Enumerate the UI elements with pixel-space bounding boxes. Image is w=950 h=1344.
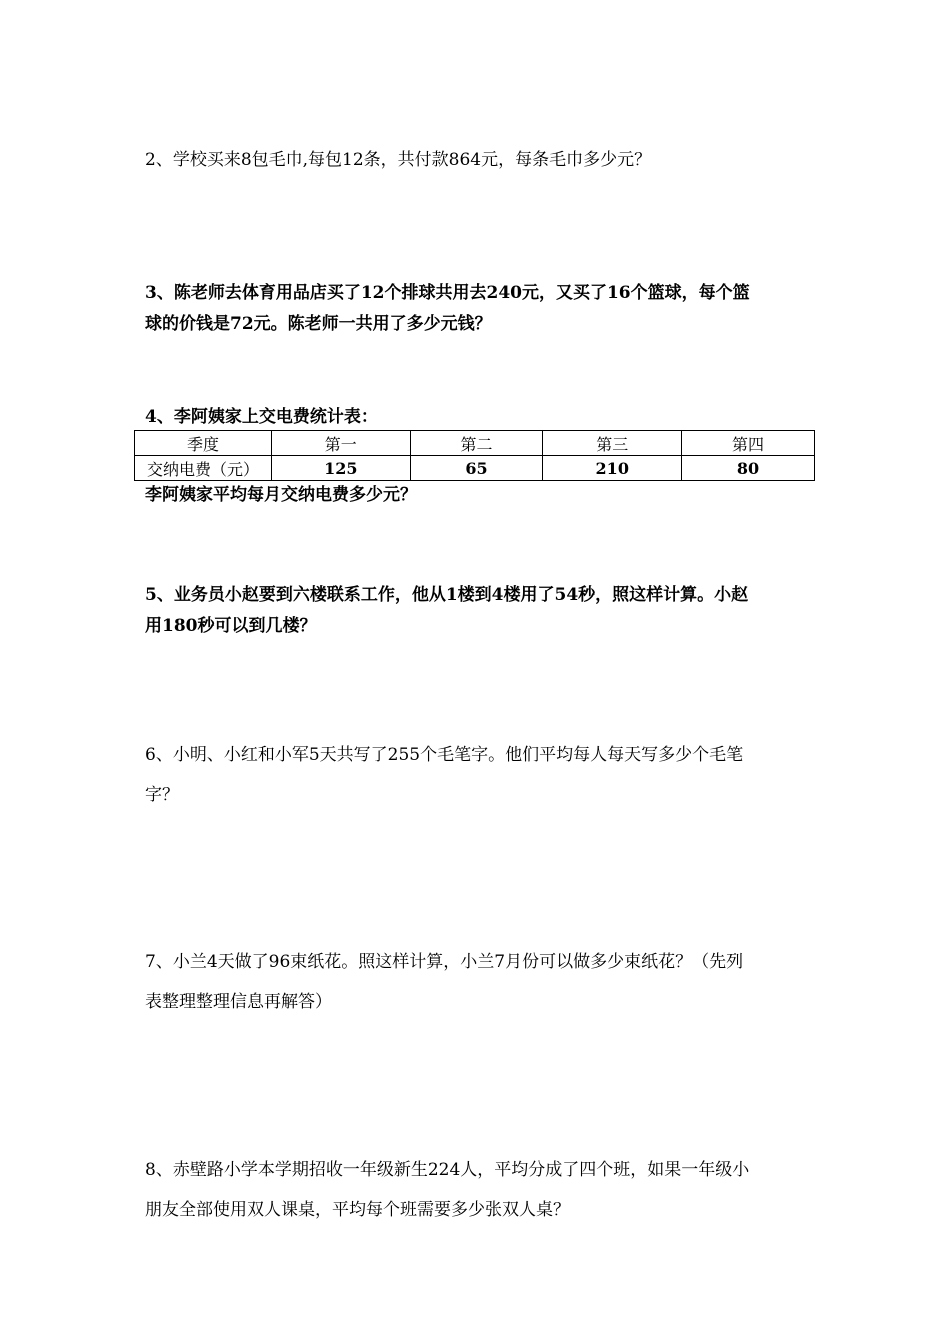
question-2 [145,145,815,176]
table-cell: 125 [272,456,411,481]
table-row [135,456,815,481]
table-header-row [135,431,815,456]
table-header-cell: 第四 [682,431,815,456]
question-2-text: 2、学校买来8包毛巾,每包12条，共付款864元，每条毛巾多少元？ [145,150,652,170]
question-3-line-2: 球的价钱是72元。陈老师一共用了多少元钱？ [145,314,492,334]
table-header-cell: 第三 [543,431,682,456]
question-4-title-text: 4、李阿姨家上交电费统计表： [145,407,378,427]
question-6 [145,735,815,815]
question-5 [145,580,815,642]
table-cell: 65 [410,456,543,481]
question-7-line-2: 表整理整理信息再解答） [145,992,332,1012]
question-6-line-2: 字？ [145,785,179,805]
question-4-title [145,402,815,433]
question-4-prompt [145,480,815,511]
table-header-cell: 第一 [272,431,411,456]
question-8-line-2: 朋友全部使用双人课桌，平均每个班需要多少张双人桌？ [145,1200,570,1220]
question-7 [145,942,815,1022]
question-5-line-1: 5、业务员小赵要到六楼联系工作，他从1楼到4楼用了54秒，照这样计算。小赵 [145,585,749,605]
question-6-line-1: 6、小明、小红和小军5天共写了255个毛笔字。他们平均每人每天写多少个毛笔 [145,745,744,765]
table-header-cell: 季度 [135,431,272,456]
table-header-cell: 第二 [410,431,543,456]
table-row-label: 交纳电费（元） [135,456,272,481]
table-cell: 210 [543,456,682,481]
question-5-line-2: 用180秒可以到几楼？ [145,616,317,636]
question-3 [145,278,815,340]
question-3-line-1: 3、陈老师去体育用品店买了12个排球共用去240元，又买了16个篮球，每个篮 [145,283,750,303]
question-8 [145,1150,815,1230]
question-7-line-1: 7、小兰4天做了96束纸花。照这样计算，小兰7月份可以做多少束纸花？（先列 [145,952,744,972]
table-cell: 80 [682,456,815,481]
question-8-line-1: 8、赤壁路小学本学期招收一年级新生224人，平均分成了四个班，如果一年级小 [145,1160,750,1180]
question-4-prompt-text: 李阿姨家平均每月交纳电费多少元？ [145,485,417,505]
electricity-fee-table [134,430,815,481]
